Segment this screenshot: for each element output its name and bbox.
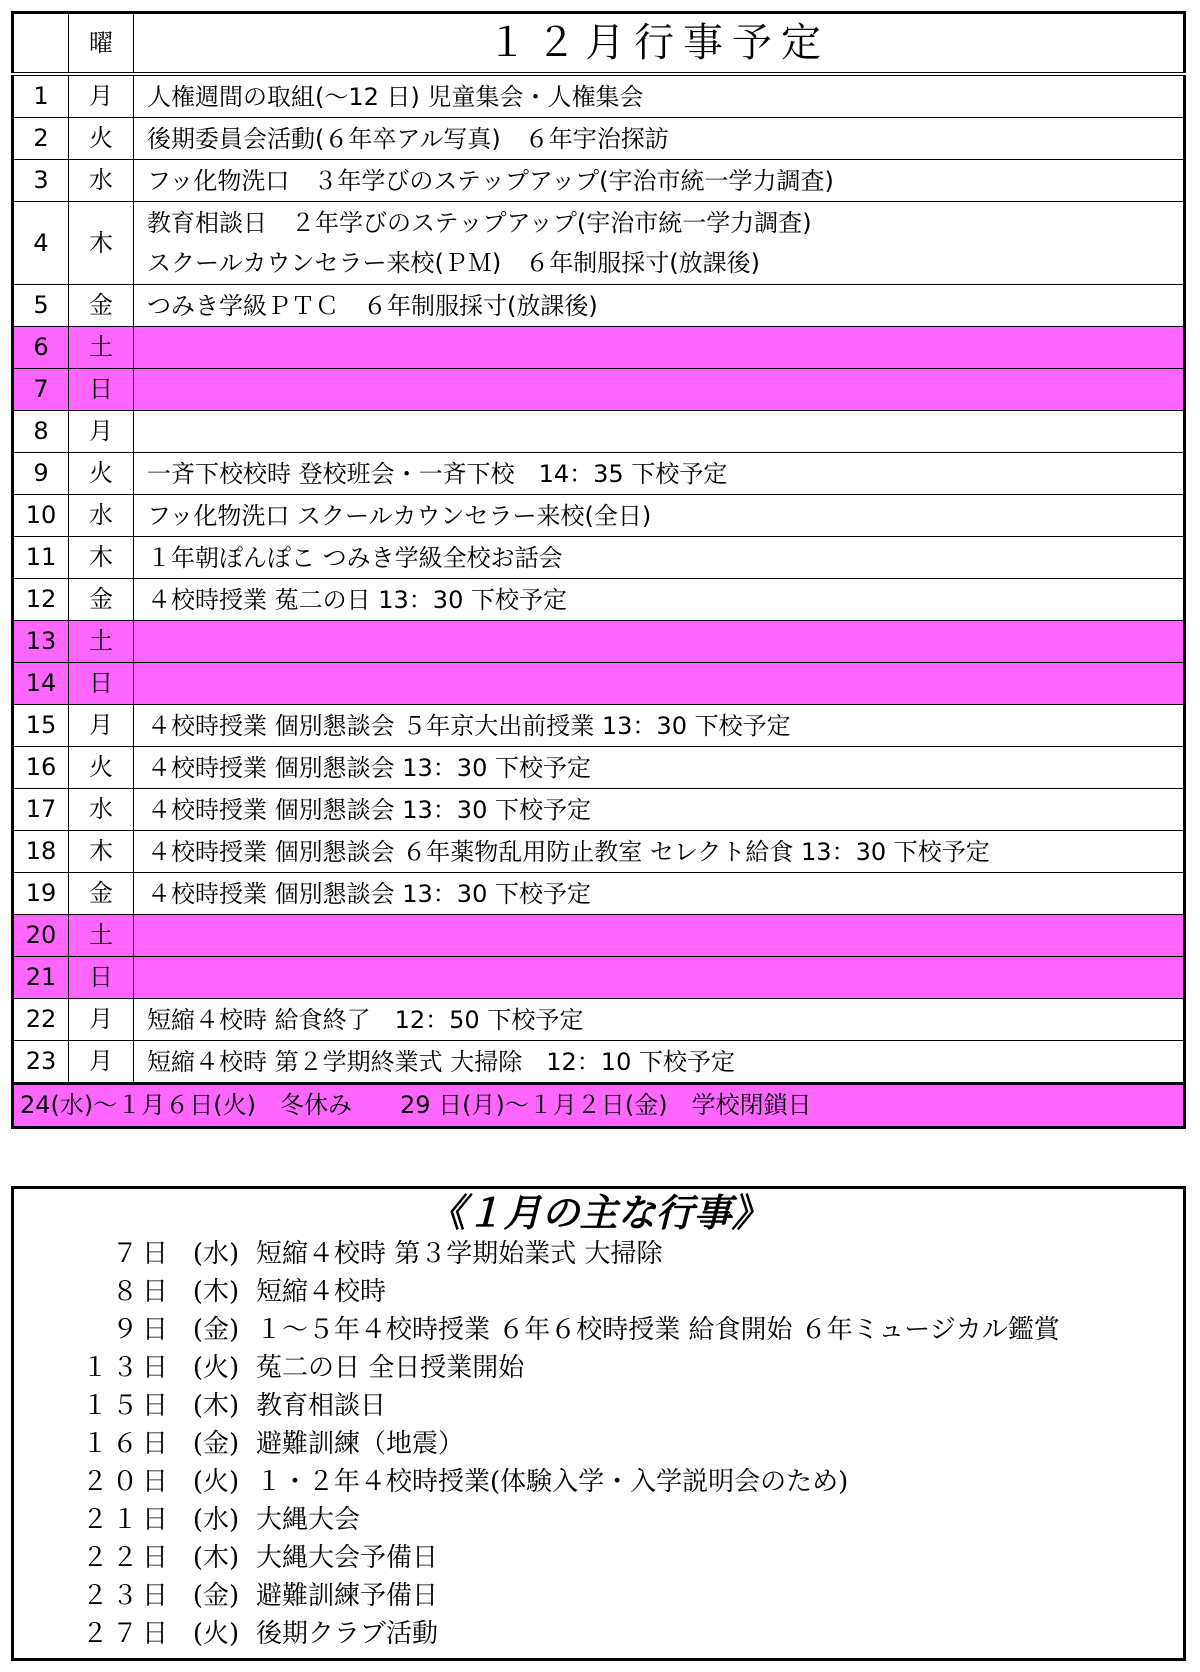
day-number: 15 [13,705,69,747]
event-text: 人権週間の取組(～12 日) 児童集会・人権集会 [147,82,644,111]
event-text: 教育相談日 ２年学びのステップアップ(宇治市統一学力調査) [147,209,812,237]
january-event-date: ２０日 [81,1467,172,1497]
january-event-item [14,1425,1183,1463]
weekday: 土 [69,915,134,957]
events-cell [134,579,1185,621]
table-header-row [13,13,1185,75]
weekday: 木 [69,831,134,873]
weekday: 木 [69,202,134,285]
weekday: 水 [69,789,134,831]
events-cell [134,621,1185,663]
schedule-row [13,957,1185,999]
january-event-text: 菟二の日 全日授業開始 [256,1353,525,1383]
event-text: 後期委員会活動(６年卒アル写真) ６年宇治探訪 [147,124,669,153]
weekday: 水 [69,160,134,202]
january-event-item [14,1387,1183,1425]
schedule-row [13,537,1185,579]
schedule-row [13,453,1185,495]
page-title: １２月行事予定 [134,13,1185,75]
weekday: 月 [69,705,134,747]
schedule-row [13,411,1185,453]
event-text: 短縮４校時 給食終了 12：50 下校予定 [147,1005,584,1034]
events-cell [134,202,1185,285]
day-number: 9 [13,453,69,495]
schedule-row [13,915,1185,957]
event-text: 短縮４校時 第２学期終業式 大掃除 12：10 下校予定 [147,1047,735,1076]
january-events-box [11,1186,1186,1661]
january-event-date: ８日 [111,1277,172,1307]
january-event-date: ９日 [111,1315,172,1345]
events-cell [134,873,1185,915]
schedule-row [13,789,1185,831]
january-event-date: ２７日 [81,1619,172,1649]
december-schedule-table [11,11,1186,1129]
schedule-row [13,495,1185,537]
events-cell [134,705,1185,747]
weekday: 金 [69,579,134,621]
january-event-weekday: (水) [192,1239,240,1269]
weekday: 土 [69,621,134,663]
event-text: ４校時授業 個別懇談会 13：30 下校予定 [147,753,591,782]
day-number: 7 [13,369,69,411]
day-number: 3 [13,160,69,202]
january-event-text: 大縄大会 [256,1505,361,1535]
january-event-item [14,1577,1183,1615]
january-event-item [14,1539,1183,1577]
january-event-item [14,1311,1183,1349]
january-event-item [14,1463,1183,1501]
header-day-cell [13,13,69,75]
weekday: 火 [69,118,134,160]
weekday: 火 [69,747,134,789]
day-number: 13 [13,621,69,663]
events-cell [134,74,1185,118]
weekday: 日 [69,369,134,411]
schedule-body [13,74,1185,1128]
day-number: 8 [13,411,69,453]
january-event-text: 避難訓練予備日 [256,1581,439,1611]
day-number: 10 [13,495,69,537]
day-number: 17 [13,789,69,831]
day-number: 6 [13,327,69,369]
january-event-weekday: (水) [192,1505,240,1535]
day-number: 19 [13,873,69,915]
day-number: 4 [13,202,69,285]
january-event-item [14,1273,1183,1311]
january-event-weekday: (木) [192,1543,240,1573]
day-number: 18 [13,831,69,873]
schedule-row [13,999,1185,1041]
january-event-date: ２１日 [81,1505,172,1535]
schedule-row [13,369,1185,411]
event-text: フッ化物洗口 ３年学びのステップアップ(宇治市統一学力調査) [147,166,834,195]
event-text: １年朝ぽんぽこ つみき学級全校お話会 [147,543,563,572]
events-cell [134,411,1185,453]
january-event-date: １３日 [81,1353,172,1383]
events-cell [134,999,1185,1041]
weekday: 火 [69,453,134,495]
event-text: ４校時授業 菟二の日 13：30 下校予定 [147,585,567,614]
day-number: 5 [13,285,69,327]
january-event-weekday: (金) [192,1429,240,1459]
event-text: フッ化物洗口 スクールカウンセラー来校(全日) [147,501,652,530]
day-number: 21 [13,957,69,999]
schedule-row [13,873,1185,915]
january-event-weekday: (火) [192,1619,240,1649]
events-cell [134,285,1185,327]
event-text: ４校時授業 個別懇談会 13：30 下校予定 [147,795,591,824]
events-cell [134,369,1185,411]
event-text: スクールカウンセラー来校(ＰＭ) ６年制服採寸(放課後) [147,249,760,277]
january-event-text: 避難訓練（地震） [256,1429,465,1459]
january-event-date: ７日 [111,1239,172,1269]
january-event-text: １・２年４校時授業(体験入学・入学説明会のため) [256,1467,849,1497]
event-text: 一斉下校校時 登校班会・一斉下校 14：35 下校予定 [147,459,728,488]
events-cell [134,915,1185,957]
schedule-row [13,1041,1185,1084]
schedule-row [13,327,1185,369]
events-cell [134,495,1185,537]
schedule-row [13,285,1185,327]
schedule-row [13,160,1185,202]
events-cell [134,453,1185,495]
day-number: 23 [13,1041,69,1084]
day-number: 14 [13,663,69,705]
schedule-row [13,663,1185,705]
schedule-row [13,202,1185,285]
event-text: ４校時授業 個別懇談会 ５年京大出前授業 13：30 下校予定 [147,711,791,740]
january-event-weekday: (火) [192,1353,240,1383]
weekday: 水 [69,495,134,537]
january-event-date: １５日 [81,1391,172,1421]
events-cell [134,537,1185,579]
vacation-note: 24(水)～１月６日(火) 冬休み 29 日(月)～１月２日(金) 学校閉鎖日 [13,1084,1185,1128]
day-number: 16 [13,747,69,789]
weekday: 金 [69,873,134,915]
events-cell [134,327,1185,369]
january-event-date: １６日 [81,1429,172,1459]
schedule-row [13,831,1185,873]
january-event-text: 短縮４校時 第３学期始業式 大掃除 [256,1239,663,1269]
january-event-text: 教育相談日 [256,1391,387,1421]
header-weekday-cell: 曜 [69,13,134,75]
january-event-weekday: (火) [192,1467,240,1497]
schedule-row [13,118,1185,160]
schedule-row [13,579,1185,621]
schedule-row [13,74,1185,118]
january-event-weekday: (金) [192,1581,240,1611]
january-event-item [14,1615,1183,1653]
weekday: 日 [69,957,134,999]
events-cell [134,831,1185,873]
january-event-date: ２２日 [81,1543,172,1573]
weekday: 木 [69,537,134,579]
weekday: 金 [69,285,134,327]
event-text: ４校時授業 個別懇談会 13：30 下校予定 [147,879,591,908]
january-event-weekday: (木) [192,1391,240,1421]
weekday: 月 [69,1041,134,1084]
day-number: 20 [13,915,69,957]
events-cell [134,663,1185,705]
day-number: 1 [13,74,69,118]
weekday: 月 [69,411,134,453]
events-cell [134,957,1185,999]
january-event-item [14,1235,1183,1273]
weekday: 月 [69,74,134,118]
vacation-footer-row [13,1084,1185,1128]
january-event-weekday: (金) [192,1315,240,1345]
events-cell [134,160,1185,202]
schedule-row [13,621,1185,663]
event-text: つみき学級ＰＴＣ ６年制服採寸(放課後) [147,291,598,320]
january-event-weekday: (木) [192,1277,240,1307]
weekday: 土 [69,327,134,369]
january-event-text: １～５年４校時授業 ６年６校時授業 給食開始 ６年ミュージカル鑑賞 [256,1315,1060,1345]
january-event-item [14,1349,1183,1387]
january-event-date: ２３日 [81,1581,172,1611]
january-event-item [14,1501,1183,1539]
january-event-text: 大縄大会予備日 [256,1543,439,1573]
event-text: ４校時授業 個別懇談会 ６年薬物乱用防止教室 セレクト給食 13：30 下校予定 [147,837,990,866]
january-event-text: 短縮４校時 [256,1277,387,1307]
day-number: 22 [13,999,69,1041]
events-cell [134,1041,1185,1084]
schedule-row [13,747,1185,789]
events-cell [134,118,1185,160]
january-event-text: 後期クラブ活動 [256,1619,439,1649]
january-event-list [14,1235,1183,1653]
events-cell [134,747,1185,789]
january-title: 《１月の主な行事》 [427,1191,770,1235]
schedule-row [13,705,1185,747]
weekday: 日 [69,663,134,705]
weekday: 月 [69,999,134,1041]
day-number: 2 [13,118,69,160]
day-number: 11 [13,537,69,579]
day-number: 12 [13,579,69,621]
events-cell [134,789,1185,831]
